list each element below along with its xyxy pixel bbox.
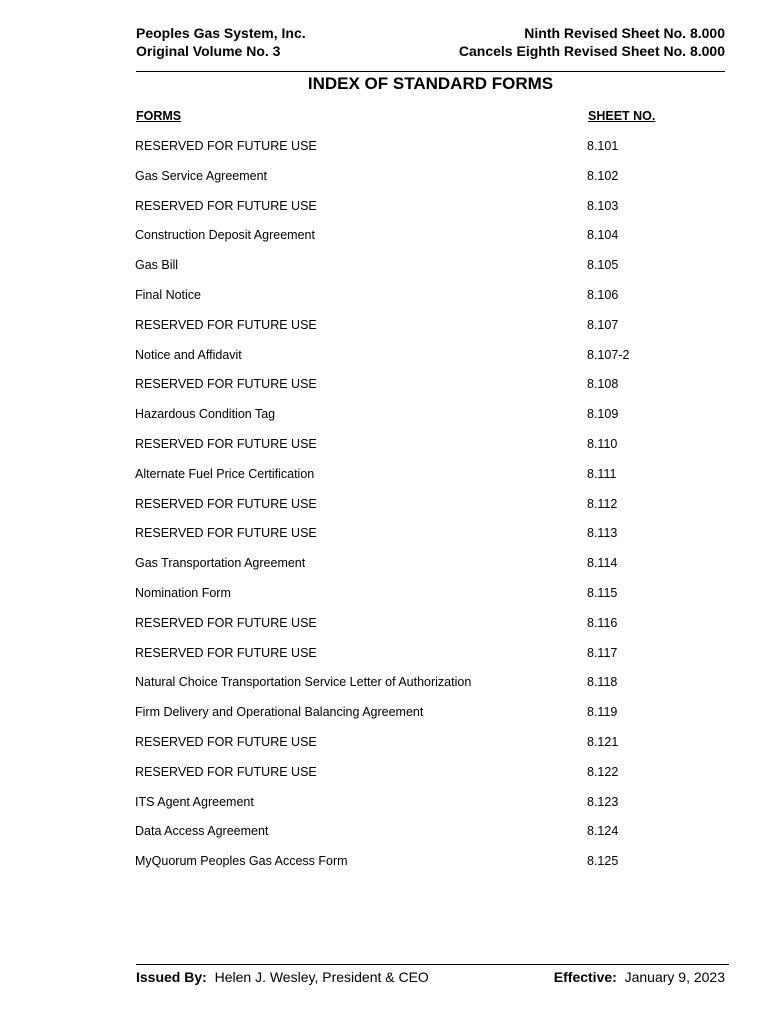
header-divider bbox=[136, 71, 725, 72]
effective-date bbox=[554, 968, 725, 986]
list-item bbox=[135, 794, 655, 824]
form-sheet-number: 8.106 bbox=[587, 287, 619, 302]
list-item bbox=[135, 853, 655, 883]
form-name: Data Access Agreement bbox=[135, 824, 269, 839]
form-name: RESERVED FOR FUTURE USE bbox=[135, 734, 317, 749]
list-item bbox=[135, 138, 655, 168]
form-sheet-number: 8.115 bbox=[587, 585, 618, 600]
form-name: Gas Transportation Agreement bbox=[135, 556, 306, 571]
form-name: Notice and Affidavit bbox=[135, 347, 242, 362]
form-name: Gas Service Agreement bbox=[135, 168, 268, 183]
form-sheet-number: 8.114 bbox=[587, 556, 618, 571]
list-item bbox=[135, 198, 655, 228]
list-item bbox=[135, 734, 655, 764]
list-item bbox=[135, 287, 655, 317]
issued-by-label: Issued By: bbox=[136, 969, 207, 985]
form-sheet-number: 8.109 bbox=[587, 407, 619, 422]
list-item bbox=[135, 376, 655, 406]
form-name: Nomination Form bbox=[135, 585, 231, 600]
form-sheet-number: 8.121 bbox=[587, 734, 619, 749]
form-sheet-number: 8.116 bbox=[587, 615, 618, 630]
list-item bbox=[135, 585, 655, 615]
form-sheet-number: 8.108 bbox=[587, 377, 619, 392]
header-right bbox=[459, 24, 725, 60]
cancels-sheet: Cancels Eighth Revised Sheet No. 8.000 bbox=[458, 43, 725, 59]
form-sheet-number: 8.122 bbox=[587, 764, 619, 779]
list-item bbox=[135, 645, 655, 675]
form-sheet-number: 8.124 bbox=[587, 824, 619, 839]
page-title: INDEX OF STANDARD FORMS bbox=[307, 74, 554, 93]
form-name: RESERVED FOR FUTURE USE bbox=[135, 139, 317, 153]
issued-by bbox=[136, 968, 429, 986]
list-item bbox=[135, 525, 655, 555]
header-left bbox=[136, 24, 306, 60]
list-item bbox=[135, 227, 655, 257]
form-name: RESERVED FOR FUTURE USE bbox=[135, 436, 317, 451]
form-sheet-number: 8.112 bbox=[587, 496, 618, 511]
form-name: RESERVED FOR FUTURE USE bbox=[135, 645, 317, 660]
form-name: RESERVED FOR FUTURE USE bbox=[135, 526, 317, 541]
list-item bbox=[135, 615, 655, 645]
form-sheet-number: 8.105 bbox=[587, 258, 619, 273]
footer-divider bbox=[136, 964, 729, 965]
form-sheet-number: 8.104 bbox=[587, 228, 619, 243]
effective-value: January 9, 2023 bbox=[624, 969, 725, 985]
form-sheet-number: 8.102 bbox=[587, 168, 619, 183]
issued-by-value: Helen J. Wesley, President & CEO bbox=[214, 969, 429, 985]
form-name: RESERVED FOR FUTURE USE bbox=[135, 496, 317, 511]
form-name: RESERVED FOR FUTURE USE bbox=[135, 317, 317, 332]
form-name: MyQuorum Peoples Gas Access Form bbox=[135, 854, 348, 869]
form-name: Alternate Fuel Price Certification bbox=[135, 466, 315, 481]
form-name: ITS Agent Agreement bbox=[135, 794, 254, 809]
list-item bbox=[135, 168, 655, 198]
list-item bbox=[135, 674, 655, 704]
form-name: RESERVED FOR FUTURE USE bbox=[135, 198, 317, 213]
form-name: Firm Delivery and Operational Balancing Agreement bbox=[135, 705, 424, 720]
sheet-number: Ninth Revised Sheet No. 8.000 bbox=[524, 25, 725, 41]
list-item bbox=[135, 496, 655, 526]
list-item bbox=[135, 257, 655, 287]
form-name: Construction Deposit Agreement bbox=[135, 228, 315, 243]
form-sheet-number: 8.111 bbox=[587, 466, 617, 481]
form-sheet-number: 8.119 bbox=[587, 705, 618, 720]
form-name: Hazardous Condition Tag bbox=[135, 407, 276, 422]
form-name: RESERVED FOR FUTURE USE bbox=[135, 764, 317, 779]
form-sheet-number: 8.123 bbox=[587, 794, 619, 809]
form-sheet-number: 8.107 bbox=[587, 317, 619, 332]
form-sheet-number: 8.118 bbox=[587, 675, 618, 690]
form-sheet-number: 8.125 bbox=[587, 854, 619, 869]
sheet-no-column-header: SHEET NO. bbox=[588, 109, 656, 123]
form-sheet-number: 8.117 bbox=[587, 645, 618, 660]
form-sheet-number: 8.107-2 bbox=[587, 347, 630, 362]
list-item bbox=[135, 347, 655, 377]
form-sheet-number: 8.113 bbox=[587, 526, 618, 541]
list-item bbox=[135, 436, 655, 466]
form-name: RESERVED FOR FUTURE USE bbox=[135, 377, 317, 392]
forms-index-list bbox=[135, 138, 655, 883]
volume-number: Original Volume No. 3 bbox=[136, 43, 281, 59]
effective-label: Effective: bbox=[553, 969, 617, 985]
form-name: Natural Choice Transportation Service Letter of Authorization bbox=[135, 675, 472, 690]
form-sheet-number: 8.110 bbox=[587, 436, 618, 451]
company-name: Peoples Gas System, Inc. bbox=[136, 25, 306, 41]
form-sheet-number: 8.101 bbox=[587, 139, 619, 153]
form-name: Final Notice bbox=[135, 287, 201, 302]
list-item bbox=[135, 823, 655, 853]
list-item bbox=[135, 406, 655, 436]
form-sheet-number: 8.103 bbox=[587, 198, 619, 213]
list-item bbox=[135, 317, 655, 347]
forms-column-header: FORMS bbox=[136, 109, 182, 123]
list-item bbox=[135, 704, 655, 734]
list-item bbox=[135, 466, 655, 496]
list-item bbox=[135, 764, 655, 794]
form-name: RESERVED FOR FUTURE USE bbox=[135, 615, 317, 630]
form-name: Gas Bill bbox=[135, 258, 179, 273]
list-item bbox=[135, 555, 655, 585]
